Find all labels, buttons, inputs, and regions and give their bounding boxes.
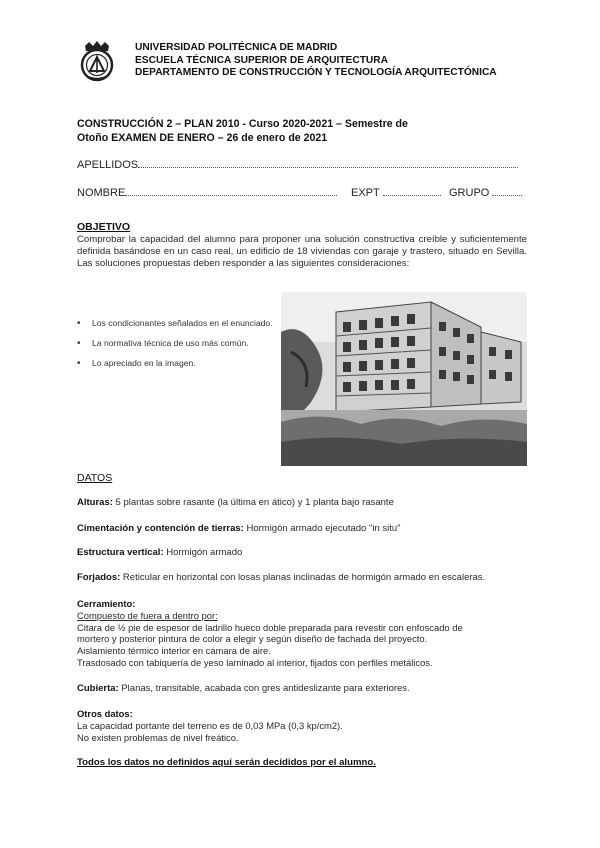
otros-label: Otros datos: <box>77 708 133 719</box>
cubierta-row <box>77 683 410 694</box>
cimentacion-row <box>77 523 401 534</box>
cerramiento-label: Cerramiento: <box>77 598 136 609</box>
list-item: • La normativa técnica de uso más común. <box>77 338 277 349</box>
cubierta-label: Cubierta: <box>77 683 119 694</box>
building-photo <box>281 292 527 466</box>
cerramiento-line: Citara de ½ pie de espesor de ladrillo hueco doble preparada para revestir con enfoscado de <box>77 621 463 633</box>
datos-heading: DATOS <box>77 472 113 484</box>
alturas-row <box>77 497 394 508</box>
expt-label: EXPT <box>351 187 380 199</box>
upm-crest-icon <box>77 40 117 82</box>
nombre-label: NOMBRE <box>77 187 126 199</box>
list-item: • Lo apreciado en la imagen. <box>77 358 277 369</box>
cubierta-value: Planas, transitable, acabada con gres antideslizante para exteriores. <box>121 683 410 694</box>
grupo-label: GRUPO <box>449 187 490 199</box>
forjados-label: Forjados: <box>77 572 121 583</box>
expt-blank[interactable] <box>383 185 441 196</box>
exam-title <box>77 118 517 145</box>
estructura-row <box>77 547 242 558</box>
objetivo-bullets <box>77 318 277 378</box>
apellidos-field[interactable] <box>77 157 518 171</box>
cerramiento-line: Aislamiento térmico interior en cámara de aire. <box>77 645 271 657</box>
department-name: DEPARTAMENTO DE CONSTRUCCIÓN Y TECNOLOGÍA ARQUITECTÓNICA <box>135 67 497 79</box>
grupo-field[interactable] <box>449 185 522 199</box>
apellidos-label: APELLIDOS <box>77 159 139 171</box>
estructura-value: Hormigón armado <box>166 547 243 558</box>
otros-line: No existen problemas de nivel freático. <box>77 731 239 743</box>
nombre-field[interactable] <box>77 185 337 199</box>
alturas-value: 5 plantas sobre rasante (la última en ático) y 1 planta bajo rasante <box>115 497 394 508</box>
alturas-label: Alturas: <box>77 497 113 508</box>
apellidos-blank[interactable] <box>138 157 518 168</box>
forjados-row <box>77 572 485 583</box>
cerramiento-line: Trasdosado con tabiquería de yeso laminado al interior, fijados con perfiles metálicos. <box>77 656 433 668</box>
otros-block <box>77 708 343 743</box>
final-note: Todos los datos no definidos aquí serán decididos por el alumno. <box>77 757 376 768</box>
exam-title-line-1: CONSTRUCCIÓN 2 – PLAN 2010 - Curso 2020-2021 – Semestre de <box>77 118 408 130</box>
forjados-value: Reticular en horizontal con losas planas inclinadas de hormigón armado en escaleras. <box>122 572 486 583</box>
cimentacion-value: Hormigón armado ejecutado "in situ" <box>246 523 401 534</box>
otros-line: La capacidad portante del terreno es de 0,03 MPa (0,3 kp/cm2). <box>77 719 343 731</box>
estructura-label: Estructura vertical: <box>77 547 164 558</box>
exam-title-line-2: Otoño EXAMEN DE ENERO – 26 de enero de 2021 <box>77 131 328 144</box>
cimentacion-label: Cimentación y contención de tierras: <box>77 523 244 534</box>
list-item: • Los condicionantes señalados en el enunciado. <box>77 318 277 329</box>
institution-header <box>135 42 497 80</box>
objetivo-heading: OBJETIVO <box>77 221 131 233</box>
cerramiento-subheading: Compuesto de fuera a dentro por: <box>77 609 218 621</box>
school-name: ESCUELA TÉCNICA SUPERIOR DE ARQUITECTURA <box>135 54 388 66</box>
nombre-blank[interactable] <box>125 185 337 196</box>
cerramiento-block <box>77 598 463 669</box>
expt-field[interactable] <box>351 185 441 199</box>
university-name: UNIVERSIDAD POLITÉCNICA DE MADRID <box>135 42 338 53</box>
cerramiento-line: mortero y posterior pintura de color a elegir y según diseño de fachada del proyecto. <box>77 633 428 645</box>
grupo-blank[interactable] <box>492 185 522 196</box>
objetivo-text: Comprobar la capacidad del alumno para proponer una solución constructiva creíble y suficientemente definida basándose en un caso real, un edificio de 18 viviendas con garaje y trastero, situado en Sevilla. Las soluciones propuestas deben responder a las siguientes consideraciones: <box>77 234 527 269</box>
